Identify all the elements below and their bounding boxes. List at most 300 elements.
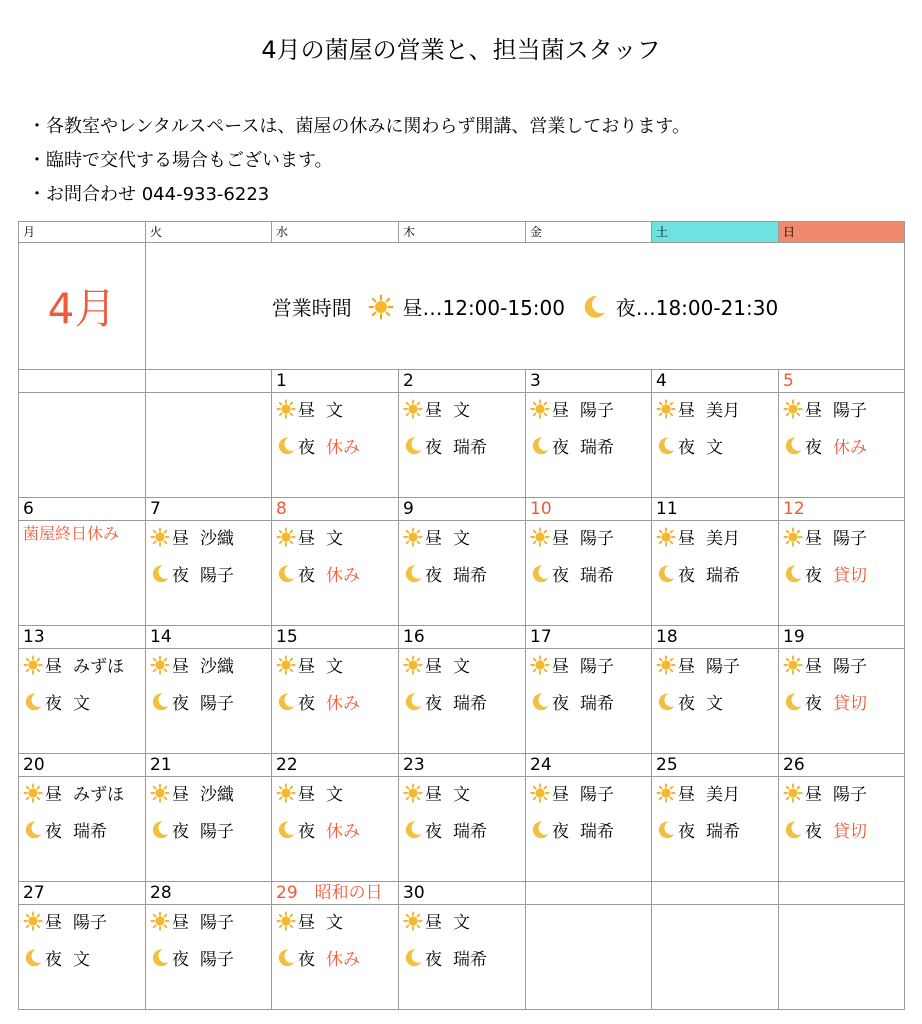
day-shift — [526, 649, 651, 686]
night-shift — [19, 942, 145, 979]
day-staff: 陽子 — [580, 785, 614, 805]
day-cell — [19, 905, 146, 1010]
day-cell — [272, 393, 399, 498]
night-staff: 陽子 — [200, 694, 234, 714]
sun-icon — [403, 908, 423, 928]
day-shift — [526, 777, 651, 814]
day-staff: 陽子 — [580, 657, 614, 677]
moon-icon — [581, 294, 607, 320]
sun-icon — [23, 780, 43, 800]
hours-night: 夜…18:00-21:30 — [615, 295, 779, 320]
sun-icon — [150, 908, 170, 928]
day-schedule-row — [19, 393, 905, 498]
night-label-text: 夜 — [45, 694, 62, 714]
day-shift — [399, 649, 525, 686]
moon-icon — [530, 433, 550, 453]
day-cell — [526, 905, 652, 1010]
day-label-text: 昼 — [298, 401, 315, 421]
day-cell — [146, 521, 272, 626]
sun-icon — [403, 780, 423, 800]
night-shift-label — [276, 814, 326, 851]
day-number: 16 — [399, 626, 526, 649]
night-shift-label — [276, 558, 326, 595]
day-cell — [399, 649, 526, 754]
weekday-mon: 月 — [19, 222, 146, 243]
night-staff: 文 — [706, 438, 723, 458]
day-cell — [399, 521, 526, 626]
night-label-text: 夜 — [172, 822, 189, 842]
night-shift — [652, 558, 778, 595]
day-cell — [19, 777, 146, 882]
night-staff: 文 — [73, 694, 90, 714]
day-cell — [526, 777, 652, 882]
day-cell — [779, 777, 905, 882]
night-shift — [779, 430, 904, 467]
night-label-text: 夜 — [45, 950, 62, 970]
day-number: 12 — [779, 498, 905, 521]
day-number: 15 — [272, 626, 399, 649]
night-label-text: 夜 — [805, 694, 822, 714]
weekday-tue: 火 — [146, 222, 272, 243]
day-label-text: 昼 — [425, 913, 442, 933]
weekday-sun: 日 — [779, 222, 905, 243]
day-shift — [19, 649, 145, 686]
day-shift-label — [23, 649, 73, 686]
night-shift — [526, 430, 651, 467]
night-staff: 瑞希 — [706, 566, 740, 586]
night-staff: 瑞希 — [706, 822, 740, 842]
sun-icon — [783, 396, 803, 416]
night-shift-label — [150, 814, 200, 851]
night-shift-label — [530, 430, 580, 467]
day-number: 7 — [146, 498, 272, 521]
day-cell — [399, 905, 526, 1010]
moon-icon — [276, 433, 296, 453]
day-number: 18 — [652, 626, 779, 649]
day-staff: 文 — [453, 401, 470, 421]
day-shift-label — [276, 393, 326, 430]
notes — [28, 110, 690, 212]
night-shift — [272, 686, 398, 723]
night-staff: 貸切 — [833, 822, 867, 842]
sun-icon — [656, 396, 676, 416]
day-shift — [146, 905, 271, 942]
moon-icon — [656, 561, 676, 581]
day-number: 13 — [19, 626, 146, 649]
day-shift — [652, 777, 778, 814]
business-hours — [146, 243, 905, 370]
night-staff: 瑞希 — [73, 822, 107, 842]
day-number: 4 — [652, 370, 779, 393]
sun-icon — [368, 294, 394, 320]
day-shift-label — [276, 777, 326, 814]
day-cell — [652, 777, 779, 882]
night-shift-label — [783, 814, 833, 851]
night-label-text: 夜 — [298, 822, 315, 842]
day-staff: 文 — [326, 657, 343, 677]
day-shift — [526, 393, 651, 430]
moon-icon — [403, 561, 423, 581]
day-shift — [399, 905, 525, 942]
night-shift-label — [656, 686, 706, 723]
day-shift — [272, 521, 398, 558]
weekday-fri: 金 — [526, 222, 652, 243]
day-staff: 陽子 — [833, 657, 867, 677]
hours-prefix: 営業時間 — [271, 295, 352, 320]
sun-icon — [276, 780, 296, 800]
day-shift-label — [23, 777, 73, 814]
day-staff: 沙織 — [200, 529, 234, 549]
day-shift — [779, 777, 904, 814]
night-staff: 瑞希 — [580, 822, 614, 842]
sun-icon — [403, 524, 423, 544]
day-label-text: 昼 — [172, 913, 189, 933]
night-staff: 瑞希 — [453, 822, 487, 842]
night-shift — [652, 430, 778, 467]
day-cell — [272, 777, 399, 882]
night-shift — [146, 814, 271, 851]
night-shift-label — [23, 942, 73, 979]
night-shift — [146, 686, 271, 723]
day-label-text: 昼 — [425, 785, 442, 805]
day-number: 20 — [19, 754, 146, 777]
moon-icon — [403, 689, 423, 709]
night-shift — [19, 814, 145, 851]
weekday-sat: 土 — [652, 222, 779, 243]
night-shift-label — [656, 558, 706, 595]
night-shift — [399, 430, 525, 467]
day-label-text: 昼 — [805, 657, 822, 677]
night-shift-label — [403, 814, 453, 851]
night-staff: 瑞希 — [580, 566, 614, 586]
day-shift-label — [150, 521, 200, 558]
day-number-row — [19, 754, 905, 777]
day-label-text: 昼 — [172, 785, 189, 805]
night-shift — [526, 558, 651, 595]
day-shift — [652, 521, 778, 558]
day-staff: みずほ — [73, 785, 124, 805]
day-number — [526, 882, 652, 905]
day-number: 10 — [526, 498, 652, 521]
day-staff: 美月 — [706, 529, 740, 549]
day-cell — [272, 521, 399, 626]
night-label-text: 夜 — [298, 566, 315, 586]
day-number: 8 — [272, 498, 399, 521]
day-staff: 沙織 — [200, 785, 234, 805]
night-label-text: 夜 — [552, 822, 569, 842]
day-staff: 文 — [326, 401, 343, 421]
night-label-text: 夜 — [552, 438, 569, 458]
day-cell — [652, 393, 779, 498]
day-shift — [19, 777, 145, 814]
day-staff: 陽子 — [833, 529, 867, 549]
day-number: 9 — [399, 498, 526, 521]
moon-icon — [656, 817, 676, 837]
night-shift — [146, 558, 271, 595]
weekday-header-row — [19, 222, 905, 243]
night-shift — [272, 942, 398, 979]
night-label-text: 夜 — [678, 694, 695, 714]
day-cell — [146, 777, 272, 882]
day-number — [652, 882, 779, 905]
day-shift-label — [783, 521, 833, 558]
night-shift — [399, 558, 525, 595]
night-staff: 休み — [326, 694, 360, 714]
night-shift-label — [276, 942, 326, 979]
day-cell — [526, 393, 652, 498]
day-shift-label — [783, 393, 833, 430]
sun-icon — [656, 652, 676, 672]
day-staff: 文 — [453, 913, 470, 933]
sun-icon — [403, 396, 423, 416]
day-shift — [272, 777, 398, 814]
day-shift — [19, 905, 145, 942]
day-number-row — [19, 626, 905, 649]
day-label-text: 昼 — [172, 657, 189, 677]
night-shift — [779, 686, 904, 723]
page-title: 4月の菌屋の営業と、担当菌スタッフ — [261, 36, 661, 64]
day-staff: 陽子 — [73, 913, 107, 933]
day-shift-label — [783, 649, 833, 686]
day-shift-label — [530, 393, 580, 430]
night-shift — [779, 814, 904, 851]
day-cell — [272, 649, 399, 754]
night-shift-label — [276, 430, 326, 467]
day-label-text: 昼 — [45, 785, 62, 805]
night-label-text: 夜 — [172, 694, 189, 714]
day-cell — [779, 393, 905, 498]
moon-icon — [23, 817, 43, 837]
moon-icon — [150, 561, 170, 581]
night-label-text: 夜 — [425, 822, 442, 842]
sun-icon — [783, 652, 803, 672]
day-shift — [272, 393, 398, 430]
night-shift — [526, 814, 651, 851]
day-shift-label — [783, 777, 833, 814]
day-cell — [399, 393, 526, 498]
day-shift — [399, 521, 525, 558]
night-shift — [652, 686, 778, 723]
day-number: 6 — [19, 498, 146, 521]
day-number: 3 — [526, 370, 652, 393]
day-staff: 陽子 — [833, 785, 867, 805]
sun-icon — [656, 780, 676, 800]
moon-icon — [276, 561, 296, 581]
day-number — [19, 370, 146, 393]
day-number: 22 — [272, 754, 399, 777]
day-shift-label — [530, 649, 580, 686]
night-shift-label — [783, 430, 833, 467]
moon-icon — [530, 689, 550, 709]
night-label-text: 夜 — [425, 694, 442, 714]
day-number: 5 — [779, 370, 905, 393]
sun-icon — [276, 652, 296, 672]
night-shift-label — [530, 558, 580, 595]
night-staff: 文 — [73, 950, 90, 970]
day-label-text: 昼 — [45, 913, 62, 933]
day-label-text: 昼 — [298, 657, 315, 677]
day-label-text: 昼 — [805, 529, 822, 549]
day-cell — [652, 649, 779, 754]
day-cell — [272, 905, 399, 1010]
day-label-text: 昼 — [805, 401, 822, 421]
moon-icon — [403, 817, 423, 837]
sun-icon — [530, 396, 550, 416]
day-staff: 文 — [326, 529, 343, 549]
day-label-text: 昼 — [678, 401, 695, 421]
night-staff: 瑞希 — [580, 694, 614, 714]
night-shift-label — [403, 686, 453, 723]
night-shift-label — [150, 942, 200, 979]
day-label-text: 昼 — [678, 529, 695, 549]
day-cell — [146, 905, 272, 1010]
day-cell — [652, 521, 779, 626]
night-shift — [399, 814, 525, 851]
month-label: 4月 — [19, 243, 146, 370]
day-cell — [526, 649, 652, 754]
sun-icon — [783, 780, 803, 800]
night-label-text: 夜 — [678, 566, 695, 586]
night-shift-label — [403, 430, 453, 467]
day-shift-label — [403, 777, 453, 814]
day-staff: 陽子 — [200, 913, 234, 933]
month-banner-row — [19, 243, 905, 370]
closed-notice: 菌屋終日休み — [23, 524, 120, 543]
day-shift-label — [276, 649, 326, 686]
night-label-text: 夜 — [678, 438, 695, 458]
night-shift — [652, 814, 778, 851]
note-contact: ・お問合わせ 044-933-6223 — [28, 184, 270, 205]
day-shift — [652, 393, 778, 430]
day-cell — [779, 649, 905, 754]
night-staff: 休み — [326, 950, 360, 970]
night-label-text: 夜 — [552, 694, 569, 714]
moon-icon — [783, 817, 803, 837]
moon-icon — [23, 689, 43, 709]
day-number: 2 — [399, 370, 526, 393]
sun-icon — [276, 908, 296, 928]
moon-icon — [150, 817, 170, 837]
day-label-text: 昼 — [425, 529, 442, 549]
day-number: 21 — [146, 754, 272, 777]
day-number — [779, 882, 905, 905]
day-number: 11 — [652, 498, 779, 521]
night-staff: 陽子 — [200, 950, 234, 970]
day-label-text: 昼 — [425, 657, 442, 677]
day-label-text: 昼 — [678, 657, 695, 677]
night-staff: 文 — [706, 694, 723, 714]
night-staff: 貸切 — [833, 566, 867, 586]
day-schedule-row — [19, 649, 905, 754]
day-shift — [526, 521, 651, 558]
day-staff: 陽子 — [580, 401, 614, 421]
moon-icon — [276, 817, 296, 837]
night-label-text: 夜 — [425, 566, 442, 586]
day-label-text: 昼 — [172, 529, 189, 549]
night-shift-label — [23, 686, 73, 723]
day-label-text: 昼 — [298, 785, 315, 805]
day-number: 26 — [779, 754, 905, 777]
moon-icon — [403, 945, 423, 965]
day-shift — [272, 649, 398, 686]
day-shift-label — [403, 905, 453, 942]
sun-icon — [403, 652, 423, 672]
day-label-text: 昼 — [45, 657, 62, 677]
day-staff: 文 — [453, 657, 470, 677]
day-label-text: 昼 — [298, 913, 315, 933]
moon-icon — [150, 945, 170, 965]
sun-icon — [276, 396, 296, 416]
moon-icon — [783, 561, 803, 581]
sun-icon — [656, 524, 676, 544]
moon-icon — [656, 433, 676, 453]
note-substitution: ・臨時で交代する場合もございます。 — [28, 150, 333, 171]
sun-icon — [150, 524, 170, 544]
day-staff: 美月 — [706, 785, 740, 805]
day-shift-label — [656, 777, 706, 814]
night-shift-label — [403, 558, 453, 595]
day-number-row — [19, 882, 905, 905]
night-shift — [272, 558, 398, 595]
weekday-wed: 水 — [272, 222, 399, 243]
calendar-table — [18, 221, 905, 1010]
day-shift-label — [656, 393, 706, 430]
day-cell — [652, 905, 779, 1010]
day-number: 30 — [399, 882, 526, 905]
day-schedule-row — [19, 521, 905, 626]
moon-icon — [530, 817, 550, 837]
night-shift-label — [150, 558, 200, 595]
night-shift-label — [656, 814, 706, 851]
day-staff: 陽子 — [833, 401, 867, 421]
day-shift — [146, 649, 271, 686]
moon-icon — [276, 945, 296, 965]
night-shift — [272, 814, 398, 851]
day-shift-label — [403, 521, 453, 558]
day-number: 1 — [272, 370, 399, 393]
day-number-row — [19, 498, 905, 521]
moon-icon — [403, 433, 423, 453]
sun-icon — [783, 524, 803, 544]
night-label-text: 夜 — [45, 822, 62, 842]
day-label-text: 昼 — [552, 657, 569, 677]
day-shift-label — [530, 777, 580, 814]
night-shift-label — [530, 814, 580, 851]
night-shift — [19, 686, 145, 723]
day-staff: 文 — [453, 785, 470, 805]
day-shift — [399, 393, 525, 430]
day-number: 25 — [652, 754, 779, 777]
sun-icon — [530, 652, 550, 672]
night-label-text: 夜 — [298, 950, 315, 970]
day-label-text: 昼 — [678, 785, 695, 805]
night-staff: 瑞希 — [453, 950, 487, 970]
day-number — [146, 370, 272, 393]
calendar-weeks — [19, 370, 905, 1010]
day-shift — [779, 649, 904, 686]
night-shift-label — [150, 686, 200, 723]
day-staff: 美月 — [706, 401, 740, 421]
sun-icon — [530, 780, 550, 800]
night-label-text: 夜 — [425, 950, 442, 970]
night-shift-label — [656, 430, 706, 467]
night-staff: 瑞希 — [453, 438, 487, 458]
day-schedule-row — [19, 777, 905, 882]
day-staff: 文 — [326, 913, 343, 933]
night-shift-label — [276, 686, 326, 723]
sun-icon — [23, 908, 43, 928]
day-staff: 文 — [453, 529, 470, 549]
